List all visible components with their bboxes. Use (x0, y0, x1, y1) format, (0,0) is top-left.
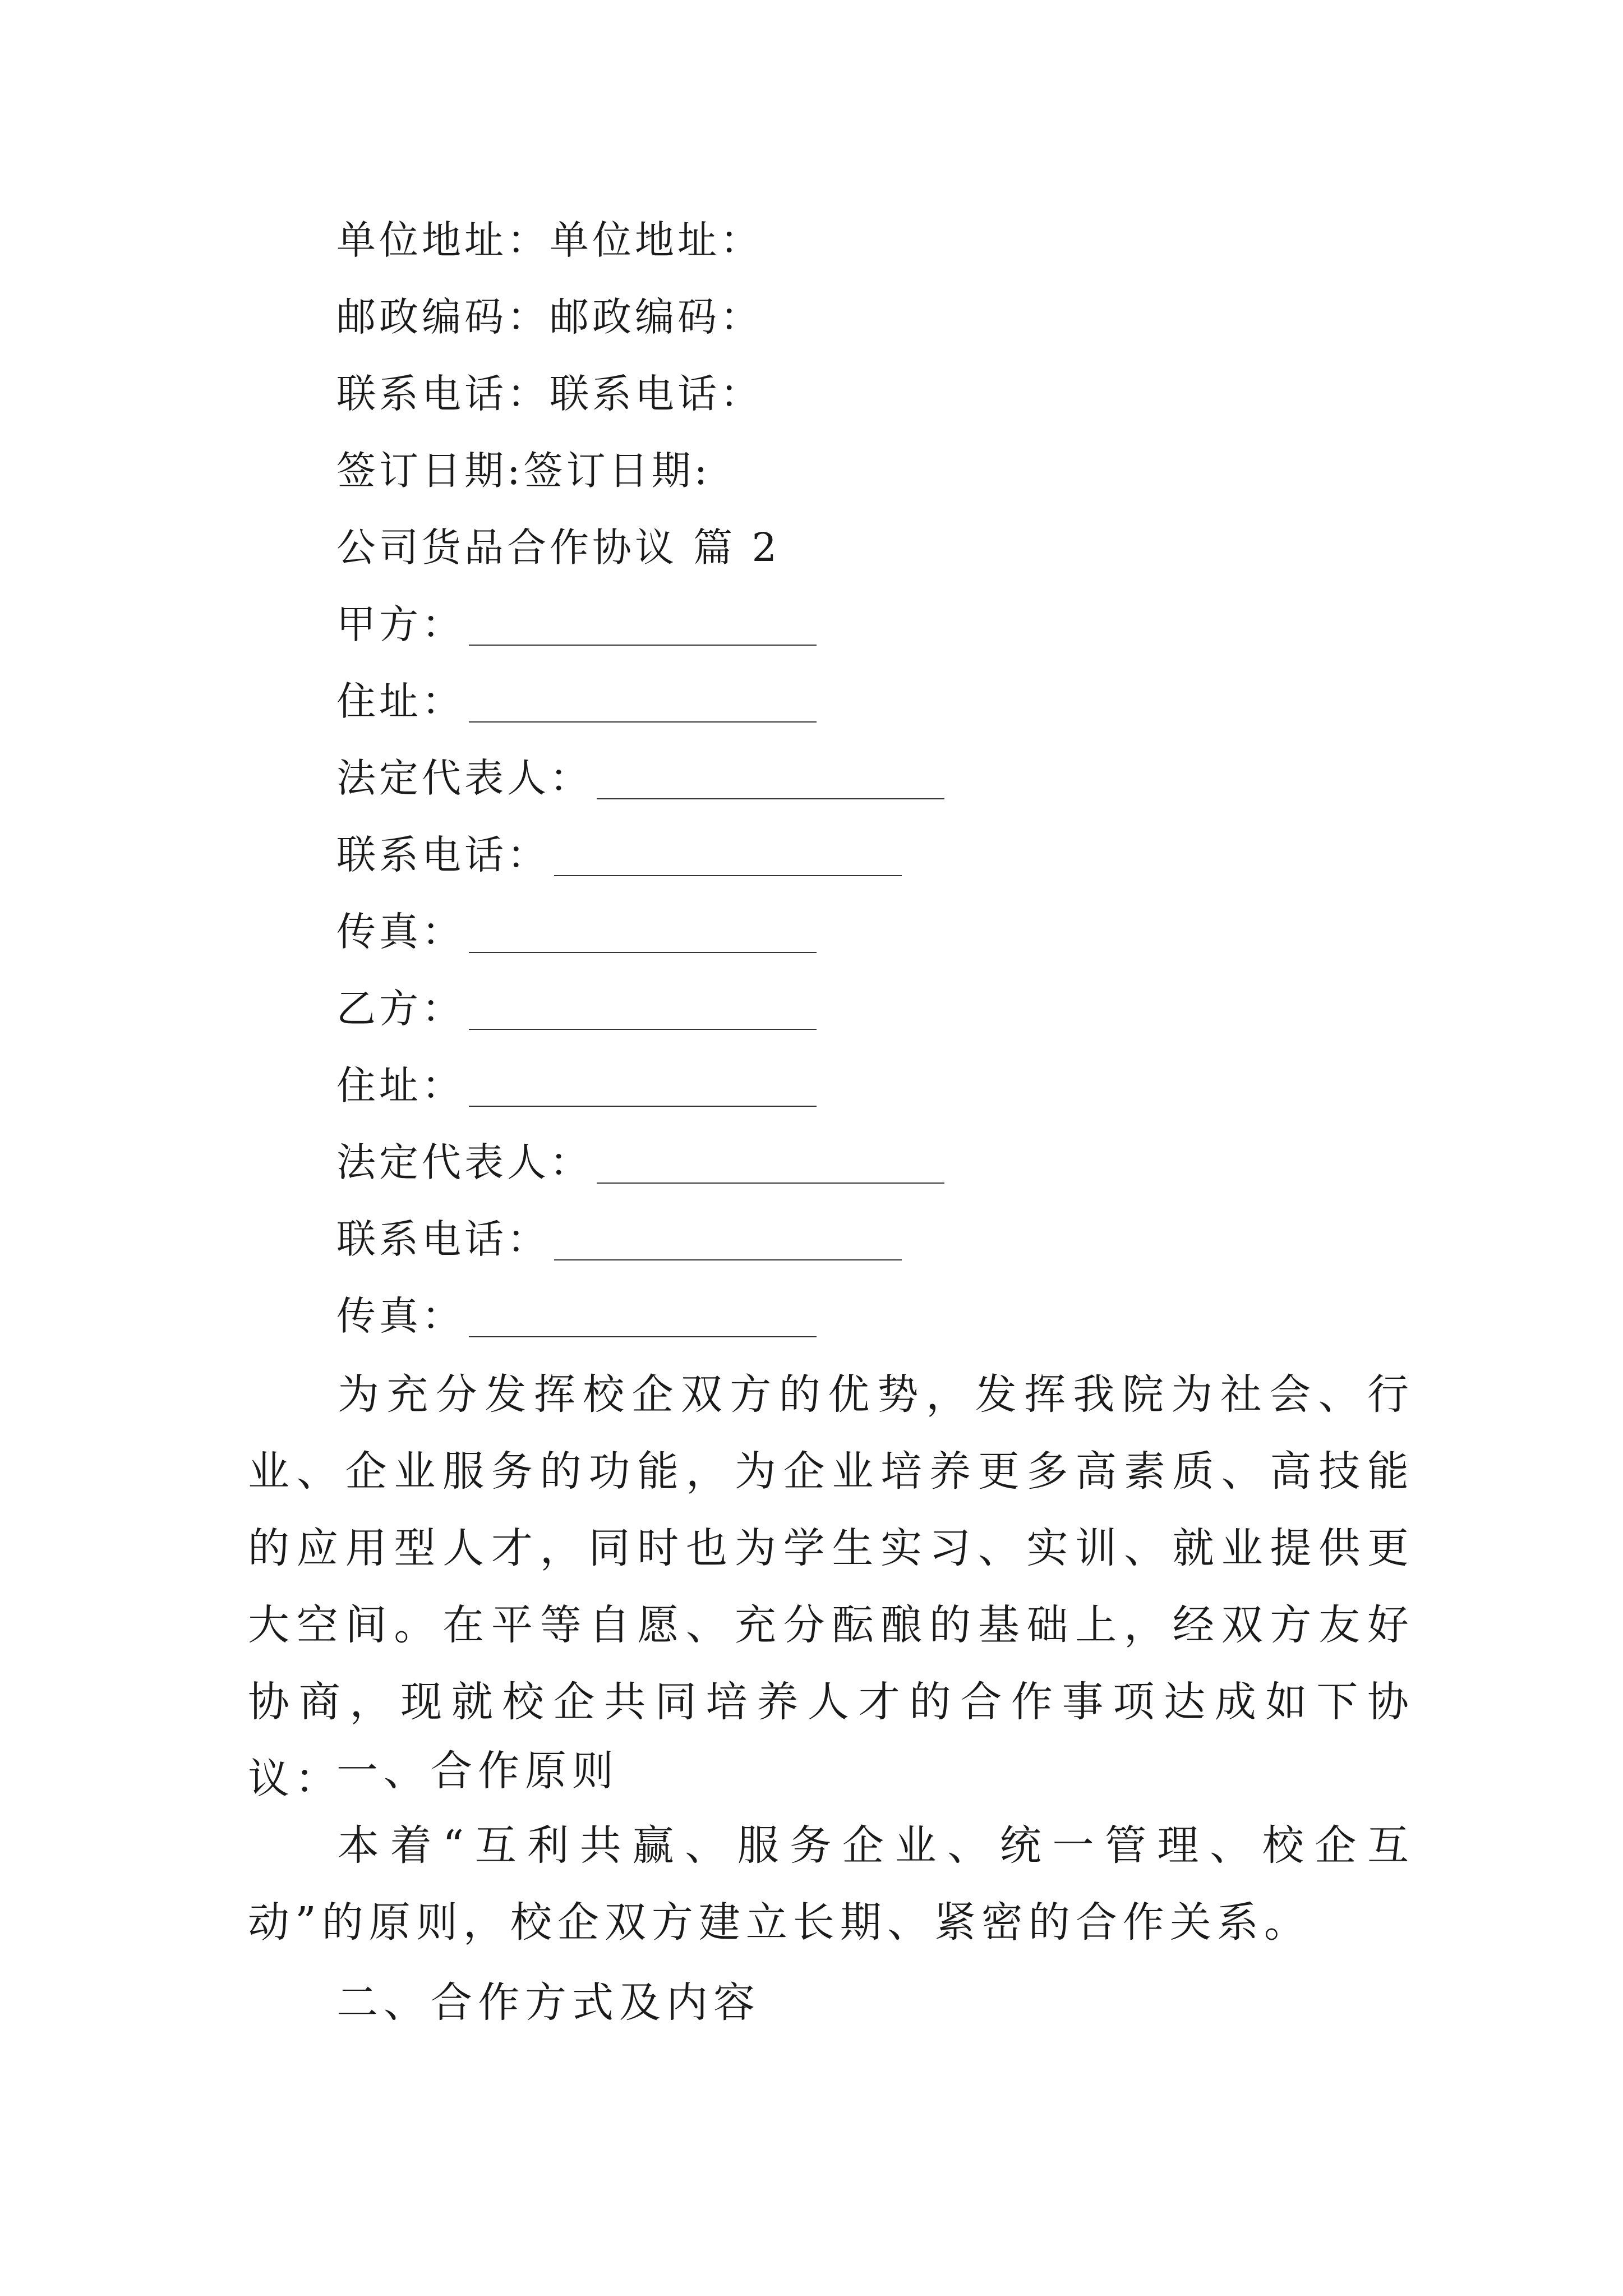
party-b-phone-row (336, 1211, 902, 1267)
party-a-phone-blank (554, 875, 902, 876)
phone-line: 联系电话：联系电话： (336, 371, 763, 417)
party-b-label: 乙方： (336, 986, 464, 1032)
party-a-row (336, 596, 817, 652)
party-a-address-row (336, 673, 817, 729)
party-a-address-blank (469, 721, 817, 723)
party-b-blank (469, 1029, 817, 1030)
address-line: 单位地址：单位地址： (336, 217, 763, 263)
party-b-address-blank (469, 1106, 817, 1107)
party-b-legal-rep-label: 法定代表人： (336, 1139, 592, 1185)
party-b-legal-rep-row (336, 1134, 944, 1190)
intro-paragraph: 为充分发挥校企双方的优势，发挥我院为社会、行业、企业服务的功能，为企业培养更多高素质、高技能的应用型人才，同时也为学生实习、实训、就业提供更大空间。在平等自愿、充分酝酿的基础上，经双方友好协商，现就校企共同培养人才的合作事项达成如下协议： (248, 1370, 1414, 1803)
principle-paragraph: 本着“互利共赢、服务企业、统一管理、校企互动”的原则，校企双方建立长期、紧密的合作关系。 (248, 1821, 1414, 1947)
party-a-fax-blank (469, 952, 817, 953)
heading-cooperation-principles: 一、合作原则 (336, 1747, 619, 1795)
sign-date-line: 签订日期:签订日期: (336, 448, 711, 494)
party-b-phone-label: 联系电话： (336, 1216, 550, 1262)
party-a-fax-row (336, 904, 817, 960)
postcode-line: 邮政编码：邮政编码： (336, 294, 763, 340)
section-title: 公司货品合作协议 篇 2 (336, 524, 781, 570)
party-a-phone-row (336, 827, 902, 883)
party-b-row (336, 981, 817, 1037)
party-a-fax-label: 传真： (336, 909, 464, 955)
party-b-legal-rep-blank (597, 1182, 944, 1184)
party-b-address-row (336, 1057, 817, 1114)
party-a-blank (469, 645, 817, 646)
party-a-address-label: 住址： (336, 678, 464, 724)
party-b-fax-blank (469, 1336, 817, 1337)
party-a-legal-rep-row (336, 750, 944, 806)
party-a-legal-rep-label: 法定代表人： (336, 755, 592, 801)
heading-cooperation-methods: 二、合作方式及内容 (336, 1978, 760, 2027)
party-b-address-label: 住址： (336, 1062, 464, 1108)
party-a-legal-rep-blank (597, 798, 944, 799)
party-a-phone-label: 联系电话： (336, 832, 550, 878)
party-b-phone-blank (554, 1259, 902, 1260)
party-b-fax-label: 传真： (336, 1293, 464, 1339)
party-a-label: 甲方： (336, 601, 464, 647)
party-b-fax-row (336, 1288, 817, 1344)
